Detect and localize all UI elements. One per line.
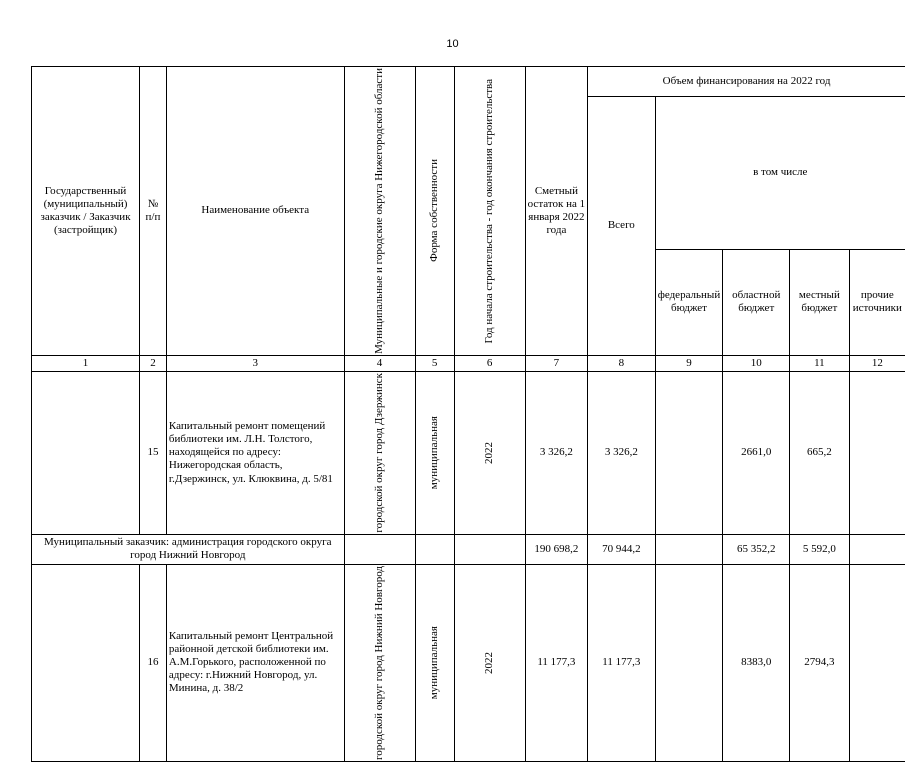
row-municipality-text: городской округ город Дзержинск	[373, 373, 386, 533]
row-ownership	[415, 372, 454, 535]
row-total: 11 177,3	[588, 564, 655, 761]
row-number: 15	[140, 372, 167, 535]
row-other	[849, 372, 905, 535]
subtotal-empty	[454, 534, 525, 564]
table-row	[32, 564, 905, 761]
column-number: 11	[790, 355, 850, 371]
row-total: 3 326,2	[588, 372, 655, 535]
subtotal-federal	[655, 534, 723, 564]
header-customer: Государственный (муниципальный) заказчик / Заказчик (застройщик)	[32, 67, 140, 356]
row-balance: 3 326,2	[525, 372, 588, 535]
column-number: 5	[415, 355, 454, 371]
column-number: 7	[525, 355, 588, 371]
header-local: местный бюджет	[790, 249, 850, 355]
page-number: 10	[0, 38, 905, 50]
header-funding-volume: Объем финансирования на 2022 год	[588, 67, 905, 97]
subtotal-empty	[344, 534, 415, 564]
subtotal-label: Муниципальный заказчик: администрация городского округа город Нижний Новгород	[32, 534, 345, 564]
column-number: 3	[166, 355, 344, 371]
column-number: 10	[723, 355, 790, 371]
row-ownership-text: муниципальная	[428, 626, 441, 699]
subtotal-other	[849, 534, 905, 564]
header-federal: федеральный бюджет	[655, 249, 723, 355]
row-balance: 11 177,3	[525, 564, 588, 761]
column-number: 2	[140, 355, 167, 371]
header-years-text: Год начала строительства - год окончания строительства	[483, 79, 496, 344]
subtotal-balance: 190 698,2	[525, 534, 588, 564]
subtotal-local: 5 592,0	[790, 534, 850, 564]
row-ownership-text: муниципальная	[428, 416, 441, 489]
row-year-text: 2022	[483, 442, 496, 464]
row-local: 665,2	[790, 372, 850, 535]
subtotal-row	[32, 534, 905, 564]
column-number: 12	[849, 355, 905, 371]
subtotal-empty	[415, 534, 454, 564]
header-total: Всего	[588, 97, 655, 356]
table-row	[32, 372, 905, 535]
row-customer-cell	[32, 372, 140, 535]
budget-table	[31, 66, 905, 762]
header-ownership	[415, 67, 454, 356]
column-number: 8	[588, 355, 655, 371]
row-federal	[655, 564, 723, 761]
column-number: 4	[344, 355, 415, 371]
header-object-name: Наименование объекта	[166, 67, 344, 356]
row-object-name: Капитальный ремонт помещений библиотеки им. Л.Н. Толстого, находящейся по адресу: Нижегородская область, г.Дзержинск, ул. Клюквина, д. 5/81	[166, 372, 344, 535]
header-years	[454, 67, 525, 356]
column-number: 9	[655, 355, 723, 371]
header-other: прочие источники	[849, 249, 905, 355]
column-number: 6	[454, 355, 525, 371]
row-other	[849, 564, 905, 761]
subtotal-regional: 65 352,2	[723, 534, 790, 564]
row-municipality	[344, 372, 415, 535]
header-ownership-text: Форма собственности	[428, 159, 441, 262]
header-estimated-balance: Сметный остаток на 1 января 2022 года	[525, 67, 588, 356]
row-municipality-text: городской округ город Нижний Новгород	[373, 566, 386, 760]
row-regional: 2661,0	[723, 372, 790, 535]
row-year-text: 2022	[483, 652, 496, 674]
row-year	[454, 564, 525, 761]
row-object-name: Капитальный ремонт Центральной районной детской библиотеки им. А.М.Горького, расположенной по адресу: г.Нижний Новгород, ул. Минина, д. 38/2	[166, 564, 344, 761]
row-year	[454, 372, 525, 535]
column-number: 1	[32, 355, 140, 371]
row-number: 16	[140, 564, 167, 761]
row-municipality	[344, 564, 415, 761]
row-ownership	[415, 564, 454, 761]
row-federal	[655, 372, 723, 535]
row-local: 2794,3	[790, 564, 850, 761]
row-customer-cell	[32, 564, 140, 761]
header-regional: областной бюджет	[723, 249, 790, 355]
row-regional: 8383,0	[723, 564, 790, 761]
header-including: в том числе	[655, 97, 905, 250]
subtotal-total: 70 944,2	[588, 534, 655, 564]
header-number: № п/п	[140, 67, 167, 356]
header-municipalities	[344, 67, 415, 356]
header-municipalities-text: Муниципальные и городские округа Нижегородской области	[373, 68, 386, 354]
